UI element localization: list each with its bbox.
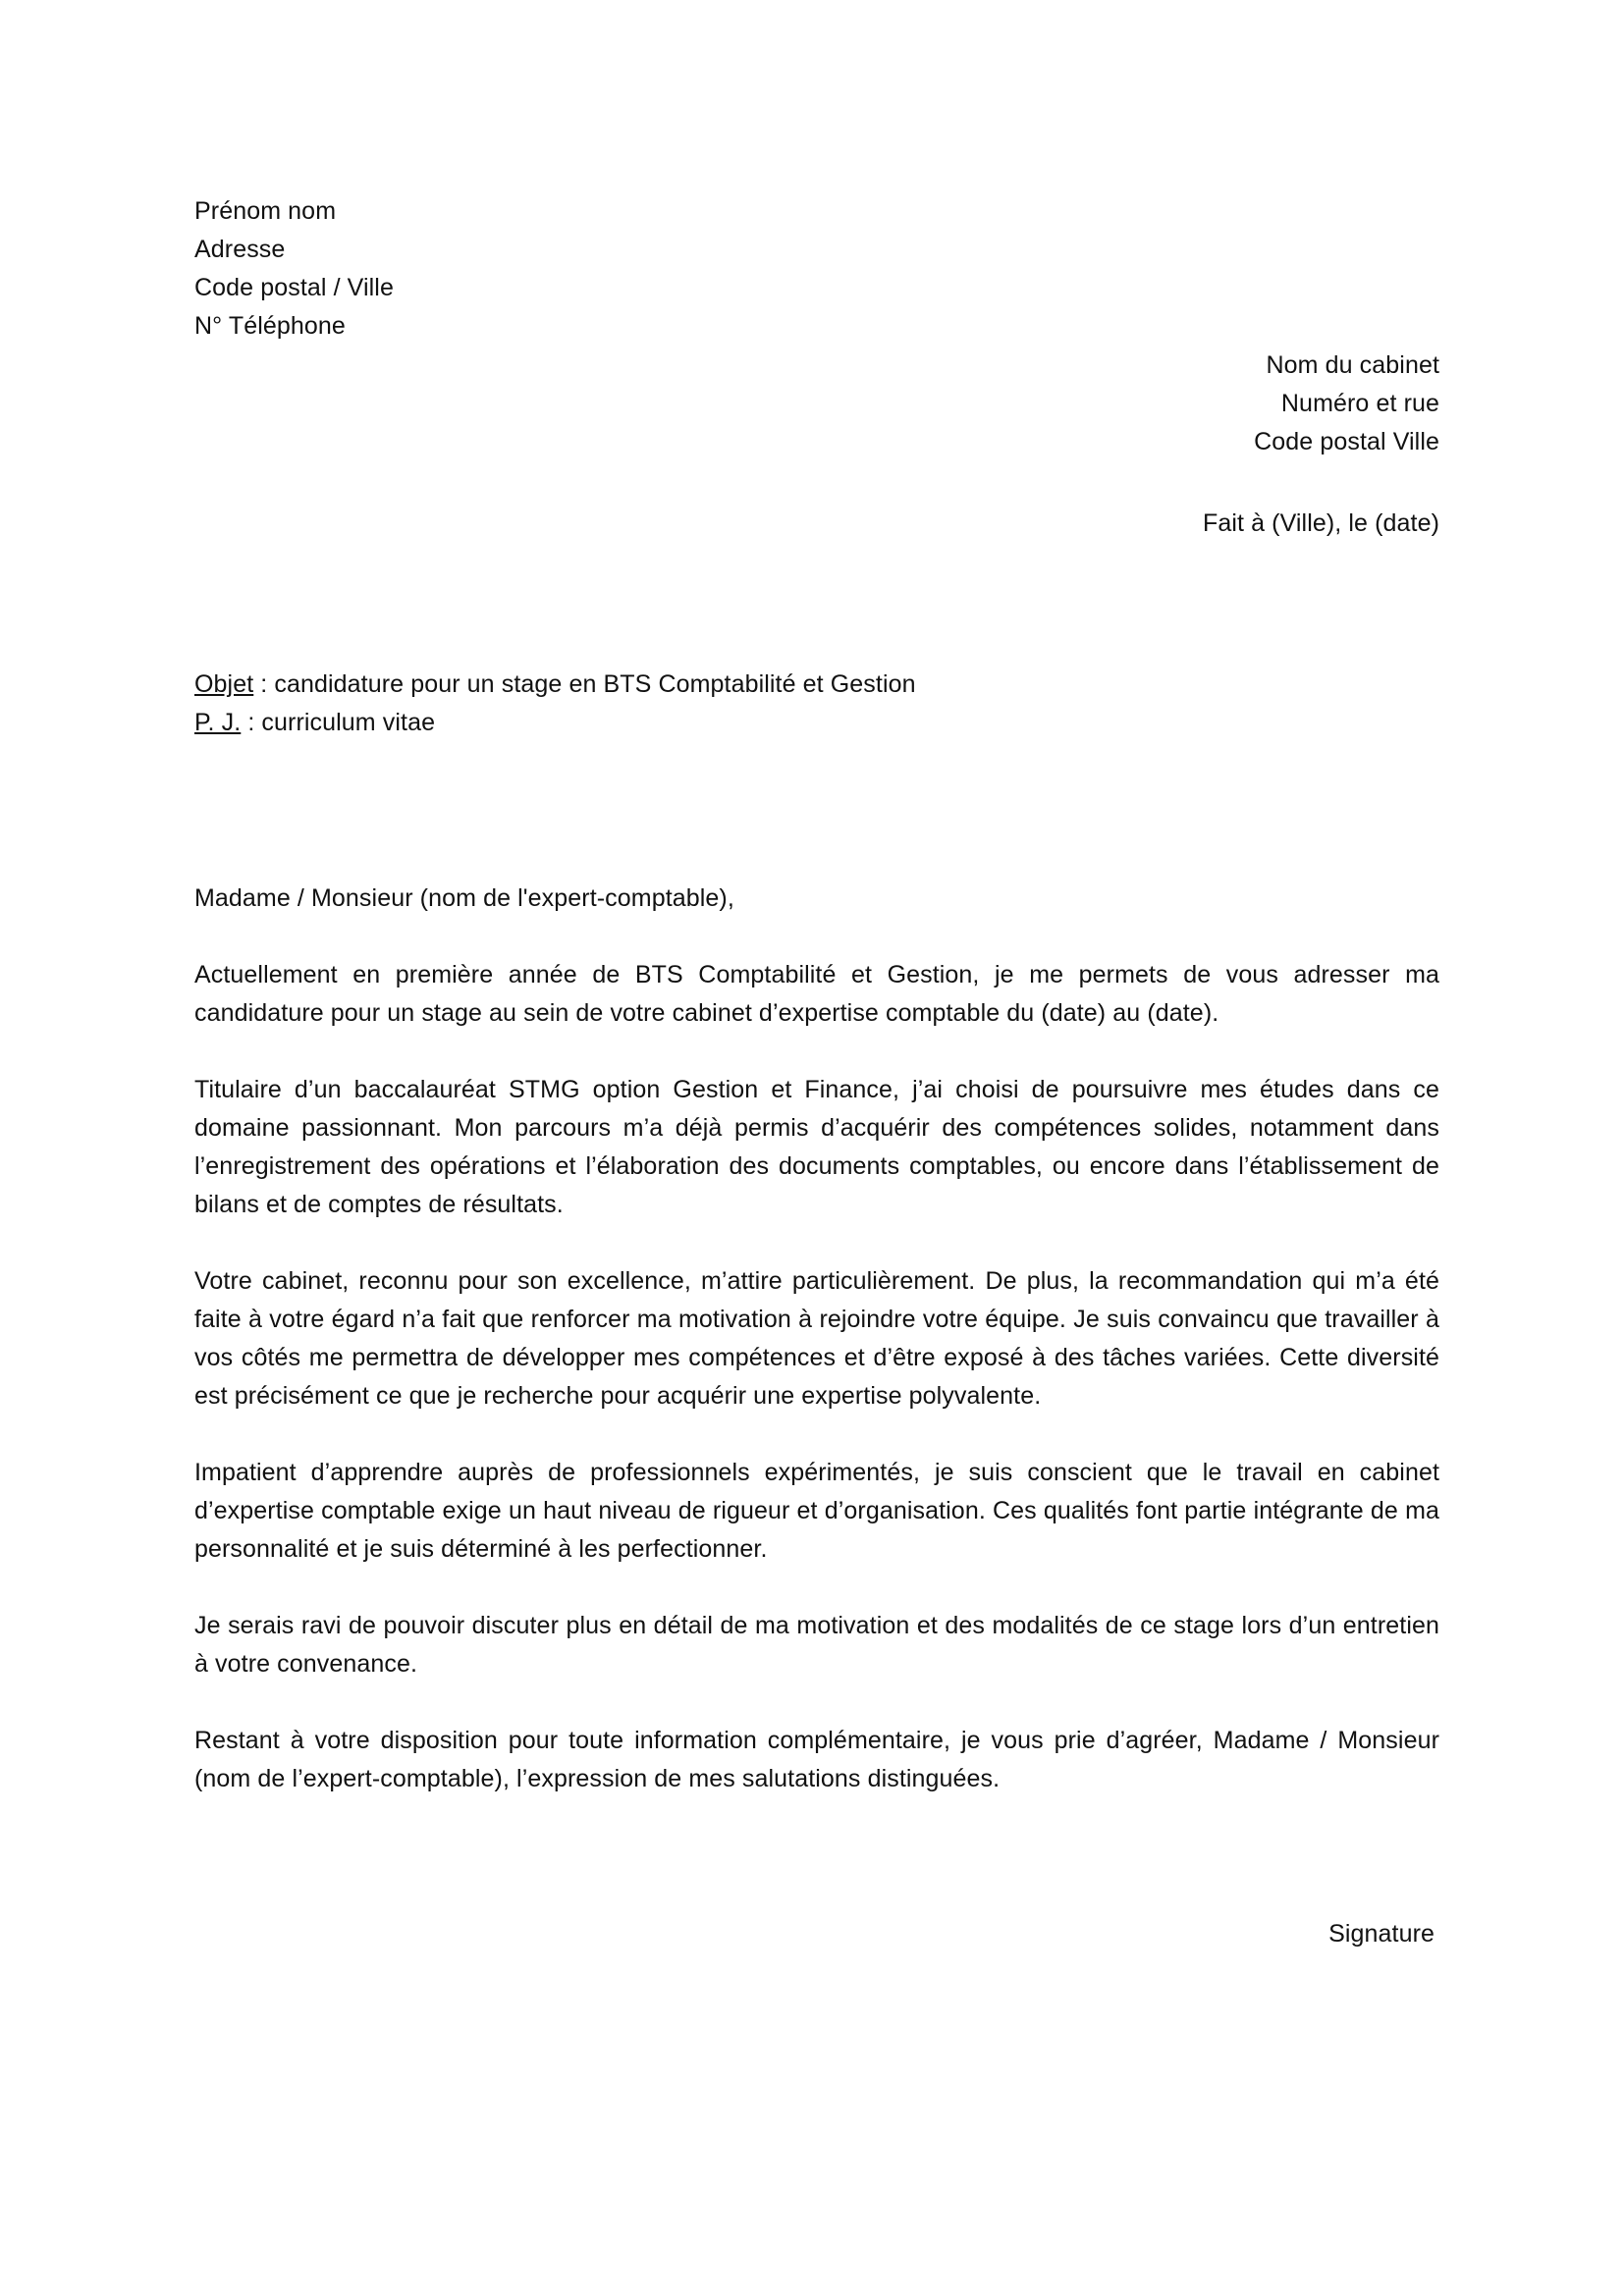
paragraph-4: Impatient d’apprendre auprès de professionnels expérimentés, je suis conscient que le travail en cabinet d’expertise comptable exige un haut niveau de rigueur et d’organisation. Ces qualités font partie intégrante de ma personnalité et je suis déterminé à les perfectionner.: [194, 1459, 1439, 1563]
object-label: Objet: [194, 670, 254, 698]
recipient-block: [752, 347, 1439, 461]
salutation: Madame / Monsieur (nom de l'expert-comptable),: [194, 884, 734, 912]
sender-phone: N° Téléphone: [194, 312, 346, 340]
recipient-street: Numéro et rue: [1280, 390, 1439, 417]
paragraph-1: Actuellement en première année de BTS Comptabilité et Gestion, je me permets de vous adresser ma candidature pour un stage au sein de votre cabinet d’expertise comptable du (date) au (date).: [194, 961, 1439, 1027]
object-text: : candidature pour un stage en BTS Comptabilité et Gestion: [253, 670, 916, 698]
letter-body: [194, 880, 1439, 1837]
signature: Signature: [1328, 1920, 1435, 1948]
object-line: [194, 666, 1441, 704]
attachment-text: : curriculum vitae: [241, 709, 436, 736]
paragraph-6: Restant à votre disposition pour toute information complémentaire, je vous prie d’agréer, Madame / Monsieur (nom de l’expert-comptable), l’expression de mes salutations distinguées.: [194, 1727, 1439, 1792]
attachment-line: [194, 704, 1441, 742]
subject-block: [194, 666, 1441, 742]
sender-city: Code postal / Ville: [194, 274, 394, 301]
recipient-city: Code postal Ville: [1254, 428, 1439, 455]
paragraph-3: Votre cabinet, reconnu pour son excellence, m’attire particulièrement. De plus, la recommandation qui m’a été faite à votre égard n’a fait que renforcer ma motivation à rejoindre votre équipe. Je suis convaincu que travailler à vos côtés me permettra de développer mes compétences et d’être exposé à des tâches variées. Cette diversité est précisément ce que je recherche pour acquérir une expertise polyvalente.: [194, 1267, 1439, 1410]
recipient-name: Nom du cabinet: [1266, 351, 1439, 379]
attachment-label: P. J.: [194, 709, 242, 736]
sender-name: Prénom nom: [194, 197, 337, 225]
date-line: Fait à (Ville), le (date): [1202, 509, 1439, 537]
sender-address: Adresse: [194, 236, 286, 263]
paragraph-2: Titulaire d’un baccalauréat STMG option Gestion et Finance, j’ai choisi de poursuivre mes études dans ce domaine passionnant. Mon parcours m’a déjà permis d’acquérir des compétences solides, notamment dans l’enregistrement des opérations et l’élaboration des documents comptables, ou encore dans l’établissement de bilans et de comptes de résultats.: [194, 1076, 1439, 1218]
sender-block: [194, 192, 882, 346]
paragraph-5: Je serais ravi de pouvoir discuter plus en détail de ma motivation et des modalités de ce stage lors d’un entretien à votre convenance.: [194, 1612, 1439, 1678]
